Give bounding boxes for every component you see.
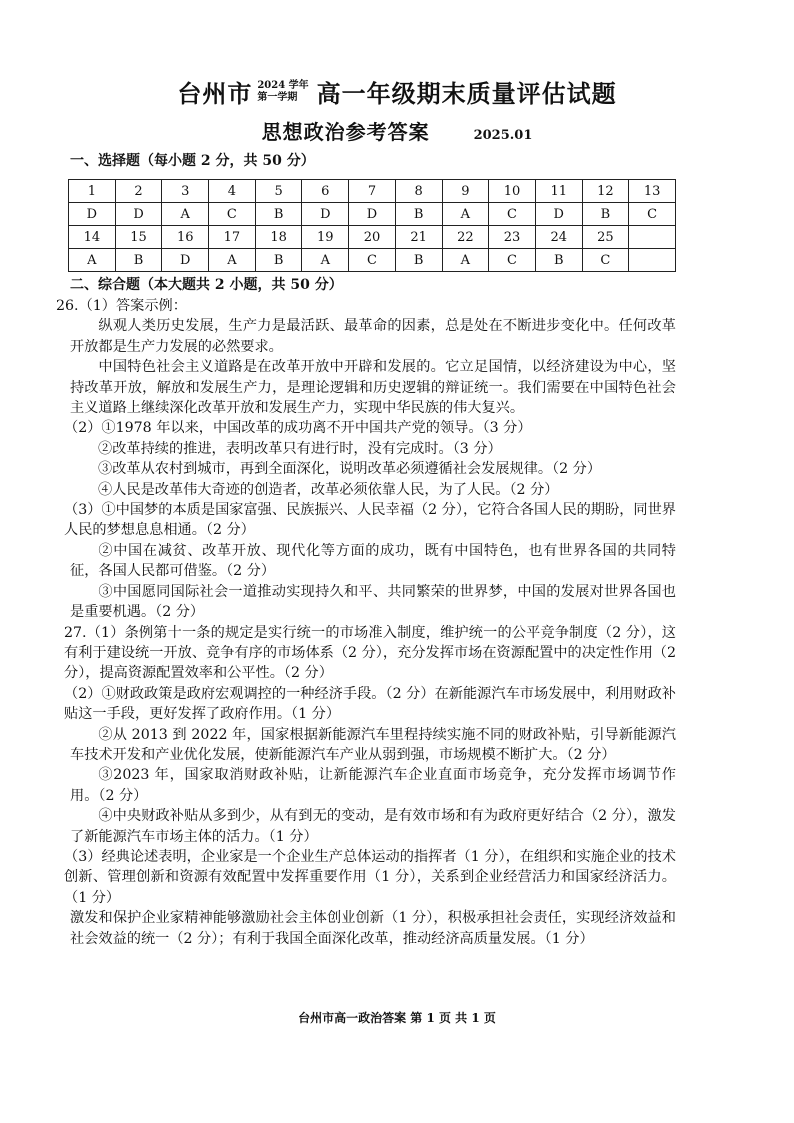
- answer-row: [69, 249, 676, 272]
- question-number-cell: 18: [255, 226, 302, 249]
- question-number-cell: 25: [582, 226, 629, 249]
- school-year: 2024 学年: [257, 79, 309, 91]
- answer-cell: D: [162, 249, 209, 272]
- answer-row: [69, 203, 676, 226]
- q26-3-item: ②中国在减贫、改革开放、现代化等方面的成功，既有中国特色，也有世界各国的共同特征，各国人民都可借鉴。（2 分）: [70, 542, 676, 580]
- answer-cell: B: [582, 203, 629, 226]
- answer-cell: B: [115, 249, 162, 272]
- question-number-cell: 16: [162, 226, 209, 249]
- q27-2-item: （2）①财政政策是政府宏观调控的一种经济手段。（2 分）在新能源汽车市场发展中，利用财政补贴这一手段，更好发挥了政府作用。（1 分）: [64, 685, 676, 723]
- answer-cell: B: [395, 203, 442, 226]
- question-number-cell: 12: [582, 180, 629, 203]
- question-number-cell: [629, 226, 676, 249]
- q27-3-item: 激发和保护企业家精神能够激励社会主体创业创新（1 分），积极承担社会责任，实现经济效益和社会效益的统一（2 分）；有利于我国全面深化改革，推动经济高质量发展。（1 分）: [70, 910, 676, 947]
- answer-cell: B: [255, 249, 302, 272]
- page-subtitle: 思想政治参考答案: [261, 120, 430, 144]
- exam-date: 2025.01: [473, 128, 533, 143]
- answer-cell: D: [349, 203, 396, 226]
- question-number-cell: 20: [349, 226, 396, 249]
- question-number-cell: 21: [395, 226, 442, 249]
- question-number-cell: 19: [302, 226, 349, 249]
- answer-cell: A: [69, 249, 116, 272]
- q26-paragraph: 纵观人类历史发展，生产力是最活跃、最革命的因素，总是处在不断进步变化中。任何改革开放都是生产力发展的必然要求。: [70, 318, 676, 355]
- city-name: 台州市: [177, 79, 253, 108]
- q27-3-item: （3）经典论述表明，企业家是一个企业生产总体运动的指挥者（1 分），在组织和实施企业的技术创新、管理创新和资源有效配置中发挥重要作用（1 分），关系到企业经营活力和国家经济活力。（1 分）: [64, 848, 676, 906]
- question-number-cell: 5: [255, 180, 302, 203]
- question-number-cell: 9: [442, 180, 489, 203]
- term-label: [257, 80, 308, 104]
- q27-2-item: ②从 2013 到 2022 年，国家根据新能源汽车里程持续实施不同的财政补贴，引导新能源汽车技术开发和产业优化发展，使新能源汽车产业从弱到强，市场规模不断扩大。（2 分）: [70, 726, 676, 763]
- question-number-cell: 3: [162, 180, 209, 203]
- answer-cell: C: [629, 203, 676, 226]
- q26-2-item: ②改革持续的推进，表明改革只有进行时，没有完成时。（3 分）: [98, 440, 502, 457]
- semester: 第一学期: [257, 91, 298, 103]
- answer-cell: D: [302, 203, 349, 226]
- answer-cell: B: [535, 249, 582, 272]
- q26-3-item: （3）①中国梦的本质是国家富强、民族振兴、人民幸福（2 分），它符合各国人民的期盼，同世界人民的梦想息息相通。（2 分）: [64, 502, 676, 539]
- q27-2-item: ④中央财政补贴从多到少，从有到无的变动，是有效市场和有为政府更好结合（2 分），激发了新能源汽车市场主体的活力。（1 分）: [70, 808, 676, 845]
- q26-3-item: ③中国愿同国际社会一道推动实现持久和平、共同繁荣的世界梦，中国的发展对世界各国也是重要机遇。（2 分）: [70, 583, 676, 621]
- question-number-cell: 11: [535, 180, 582, 203]
- subtitle-row: [0, 116, 794, 145]
- answer-cell: C: [489, 249, 536, 272]
- q26-2-item: ③改革从农村到城市，再到全面深化，说明改革必须遵循社会发展规律。（2 分）: [98, 461, 602, 478]
- answer-cell: A: [302, 249, 349, 272]
- question-number-cell: 23: [489, 226, 536, 249]
- page-footer: 台州市高一政治答案 第 1 页 共 1 页: [298, 1011, 496, 1025]
- q26-2-item: （2）①1978 年以来，中国改革的成功离不开中国共产党的领导。（3 分）: [64, 420, 532, 437]
- question-number-cell: 15: [115, 226, 162, 249]
- question-number-cell: 24: [535, 226, 582, 249]
- question-number-cell: 1: [69, 180, 116, 203]
- answer-cell: A: [162, 203, 209, 226]
- question-number-cell: 8: [395, 180, 442, 203]
- answer-table: [68, 179, 676, 272]
- question-number-cell: 13: [629, 180, 676, 203]
- q26-paragraph: 中国特色社会主义道路是在改革开放中开辟和发展的。它立足国情，以经济建设为中心，坚持改革开放，解放和发展生产力，是理论逻辑和历史逻辑的辩证统一。我们需要在中国特色社会主义道路上继续深化改革开放和发展生产力，实现中华民族的伟大复兴。: [70, 359, 676, 417]
- question-number-row: [69, 180, 676, 203]
- question-number-cell: 14: [69, 226, 116, 249]
- q27-2-item: ③2023 年，国家取消财政补贴，让新能源汽车企业直面市场竞争，充分发挥市场调节作用。（2 分）: [70, 767, 676, 804]
- answer-cell: C: [349, 249, 396, 272]
- answer-cell: A: [209, 249, 256, 272]
- answer-cell: B: [395, 249, 442, 272]
- section1-heading: 一、选择题（每小题 2 分，共 50 分）: [70, 153, 315, 169]
- question-number-cell: 4: [209, 180, 256, 203]
- answer-cell: B: [255, 203, 302, 226]
- q26-intro: 26.（1）答案示例：: [56, 298, 187, 314]
- title-row: [0, 74, 794, 109]
- question-number-cell: 10: [489, 180, 536, 203]
- question-number-cell: 6: [302, 180, 349, 203]
- answer-cell: A: [442, 203, 489, 226]
- answer-cell: A: [442, 249, 489, 272]
- answer-cell: C: [582, 249, 629, 272]
- answer-cell: C: [489, 203, 536, 226]
- exam-title: 高一年级期末质量评估试题: [316, 79, 617, 108]
- question-number-row: [69, 226, 676, 249]
- answer-cell: D: [115, 203, 162, 226]
- q27-1-item: 27.（1）条例第十一条的规定是实行统一的市场准入制度，维护统一的公平竞争制度（2 分），这有利于建设统一开放、竞争有序的市场体系（2 分），充分发挥市场在资源配置中的决定性作用（2 分），提高资源配置效率和公平性。（2 分）: [64, 624, 676, 682]
- answer-cell: D: [69, 203, 116, 226]
- answer-cell: D: [535, 203, 582, 226]
- question-number-cell: 17: [209, 226, 256, 249]
- question-number-cell: 2: [115, 180, 162, 203]
- answer-body: [56, 296, 676, 949]
- answer-cell: C: [209, 203, 256, 226]
- answer-cell: [629, 249, 676, 272]
- question-number-cell: 22: [442, 226, 489, 249]
- q26-2-item: ④人民是改革伟大奇迹的创造者，改革必须依靠人民，为了人民。（2 分）: [98, 481, 559, 498]
- section2-heading: 二、综合题（本大题共 2 小题，共 50 分）: [70, 277, 343, 293]
- question-number-cell: 7: [349, 180, 396, 203]
